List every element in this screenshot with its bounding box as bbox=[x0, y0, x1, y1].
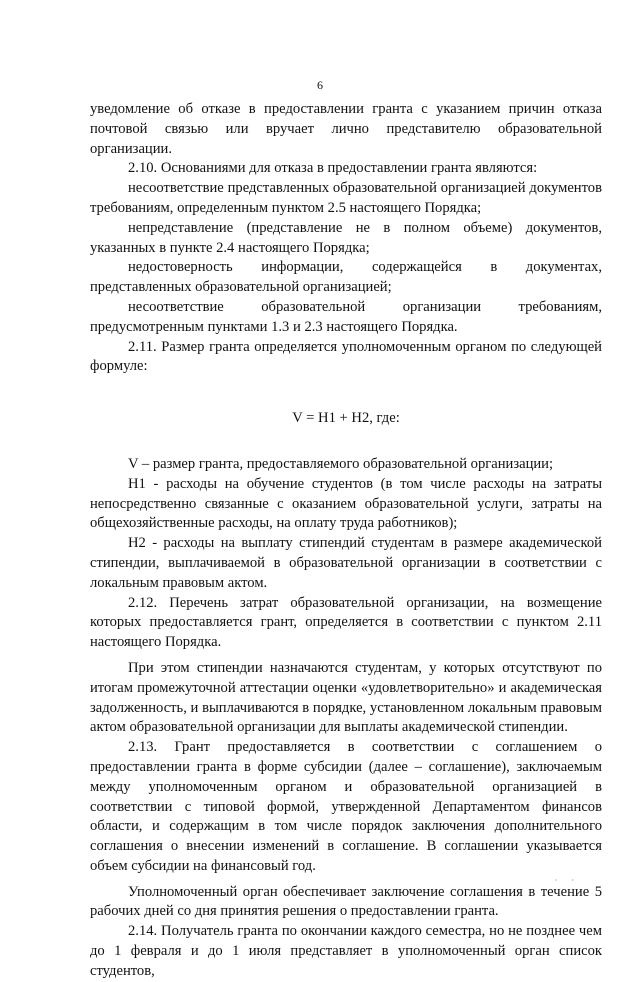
document-body bbox=[90, 100, 602, 982]
paragraph-h2-definition: H2 - расходы на выплату стипендий студентам в размере академической стипендии, выплачиваемой в образовательной организации в соответствии с локальным правовым актом. bbox=[90, 535, 602, 591]
paragraph-2-11: 2.11. Размер гранта определяется уполномоченным органом по следующей формуле: bbox=[90, 338, 602, 375]
paragraph-2-13: 2.13. Грант предоставляется в соответствии с соглашением о предоставлении гранта в форме субсидии (далее – соглашение), заключаемым между уполномоченным органом и образовательной организацией в соответствии с типовой формой, утвержденной Департаментом финансов области, и содержащим в том числе порядок заключения дополнительного соглашения о внесении изменений в соглашение. В соглашении указывается объем субсидии на финансовый год. bbox=[90, 739, 602, 874]
grant-formula: V = H1 + H2, где: bbox=[292, 410, 400, 427]
paragraph-ground-2: непредставление (представление не в полном объеме) документов, указанных в пункте 2.4 настоящего Порядка; bbox=[90, 219, 602, 256]
paragraph-agreement-term: Уполномоченный орган обеспечивает заключение соглашения в течение 5 рабочих дней со дня принятия решения о предоставлении гранта. bbox=[90, 883, 602, 920]
scan-marks: · · bbox=[554, 876, 580, 885]
paragraph-v-definition: V – размер гранта, предоставляемого образовательной организации; bbox=[128, 455, 554, 472]
paragraph-ground-3: недостоверность информации, содержащейся в документах, представленных образовательной организацией; bbox=[90, 259, 602, 296]
page-number: 6 bbox=[317, 78, 323, 92]
paragraph-continuation: уведомление об отказе в предоставлении гранта с указанием причин отказа почтовой связью или вручает лично представителю образовательной организации. bbox=[90, 101, 602, 157]
paragraph-2-10: 2.10. Основаниями для отказа в предоставлении гранта являются: bbox=[128, 160, 538, 177]
paragraph-stipend: При этом стипендии назначаются студентам, у которых отсутствуют по итогам промежуточной аттестации оценки «удовлетворительно» и академическая задолженность, и выплачиваются в порядке, установленном локальным правовым актом образовательной организации для выплаты академической стипендии. bbox=[90, 659, 602, 736]
paragraph-2-12: 2.12. Перечень затрат образовательной организации, на возмещение которых предоставляется грант, определяется в соответствии с пунктом 2.11 настоящего Порядка. bbox=[90, 594, 602, 651]
paragraph-ground-1: несоответствие представленных образовательной организацией документов требованиям, определенным пунктом 2.5 настоящего Порядка; bbox=[90, 180, 602, 216]
paragraph-h1-definition: H1 - расходы на обучение студентов (в том числе расходы на затраты непосредственно связанные с оказанием образовательной услуги, затраты на общехозяйственные расходы, на оплату труда работников); bbox=[90, 475, 602, 532]
paragraph-2-14: 2.14. Получатель гранта по окончании каждого семестра, но не позднее чем до 1 февраля и до 1 июля представляет в уполномоченный орган список студентов, bbox=[90, 923, 602, 979]
paragraph-ground-4: несоответствие образовательной организации требованиям, предусмотренным пунктами 1.3 и 2.3 настоящего Порядка. bbox=[90, 298, 602, 335]
